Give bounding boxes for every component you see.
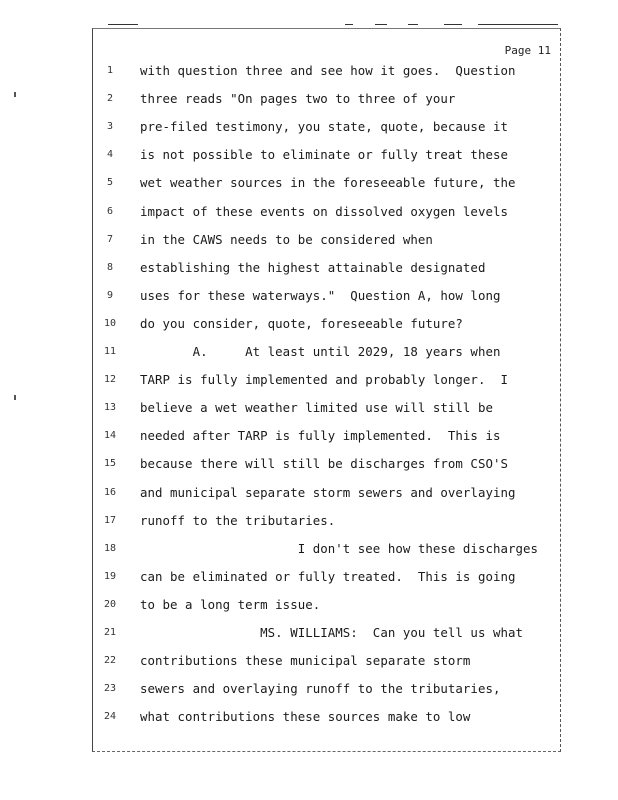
line-text: I don't see how these discharges xyxy=(140,540,539,556)
line-text: uses for these waterways." Question A, how long xyxy=(140,287,501,303)
transcript-line xyxy=(92,259,559,279)
line-text: A. At least until 2029, 18 years when xyxy=(140,344,501,359)
transcript-line xyxy=(92,287,559,307)
transcript-line xyxy=(92,484,559,504)
line-number: 2 xyxy=(106,93,114,105)
transcript-line xyxy=(92,62,559,82)
transcript-line xyxy=(92,596,559,616)
line-number: 5 xyxy=(106,177,114,189)
transcript-line xyxy=(92,708,559,728)
line-number: 21 xyxy=(103,627,117,638)
line-text: needed after TARP is fully implemented. This is xyxy=(140,428,501,444)
transcript-line xyxy=(92,90,559,110)
line-text: can be eliminated or fully treated. This is going xyxy=(140,568,516,584)
line-number: 4 xyxy=(106,149,114,161)
transcript-line xyxy=(92,427,559,447)
transcript-line xyxy=(92,343,559,363)
line-number: 16 xyxy=(103,486,117,498)
line-number: 11 xyxy=(103,346,117,357)
line-text: wet weather sources in the foreseeable future, the xyxy=(140,175,516,191)
line-text: because there will still be discharges from CSO'S xyxy=(140,456,508,472)
line-number: 24 xyxy=(103,711,117,723)
line-text: do you consider, quote, foreseeable future? xyxy=(140,315,463,331)
top-edge-mark xyxy=(108,24,138,25)
line-text: runoff to the tributaries. xyxy=(140,512,336,528)
line-number: 15 xyxy=(103,458,117,470)
line-text: impact of these events on dissolved oxygen levels xyxy=(140,203,508,219)
line-text: pre-filed testimony, you state, quote, because it xyxy=(140,119,508,135)
line-text: believe a wet weather limited use will still be xyxy=(140,400,493,416)
line-number: 3 xyxy=(106,121,114,133)
top-edge-mark xyxy=(408,24,418,25)
line-number: 22 xyxy=(103,655,117,667)
line-text: and municipal separate storm sewers and overlaying xyxy=(140,484,516,500)
transcript-line xyxy=(92,512,559,532)
top-edge-mark xyxy=(375,24,387,25)
top-edge-mark xyxy=(478,24,558,25)
transcript-line xyxy=(92,371,559,391)
transcript-line xyxy=(92,624,559,644)
line-number: 14 xyxy=(103,430,117,442)
line-number: 12 xyxy=(103,374,117,386)
line-text: sewers and overlaying runoff to the tributaries, xyxy=(140,681,501,697)
transcript-line xyxy=(92,540,559,560)
line-number: 6 xyxy=(106,205,114,217)
top-edge-mark xyxy=(345,24,353,25)
line-text: in the CAWS needs to be considered when xyxy=(140,231,433,247)
line-number: 7 xyxy=(106,233,114,245)
line-text: what contributions these sources make to low xyxy=(140,709,471,725)
transcript-line xyxy=(92,315,559,335)
line-number: 23 xyxy=(103,683,117,695)
transcript-line xyxy=(92,118,559,138)
page-number: Page 11 xyxy=(504,44,551,57)
transcript-line xyxy=(92,174,559,194)
line-number: 19 xyxy=(103,570,117,582)
line-text: contributions these municipal separate storm xyxy=(140,653,471,669)
transcript-line xyxy=(92,399,559,419)
transcript-line xyxy=(92,231,559,251)
line-text: three reads "On pages two to three of your xyxy=(140,91,456,107)
line-text: MS. WILLIAMS: Can you tell us what xyxy=(140,625,523,640)
transcript-line xyxy=(92,568,559,588)
line-text: with question three and see how it goes. Question xyxy=(140,63,516,78)
line-number: 18 xyxy=(103,542,117,554)
line-number: 13 xyxy=(103,402,117,414)
transcript-line xyxy=(92,203,559,223)
line-number: 20 xyxy=(103,598,117,610)
transcript-line xyxy=(92,680,559,700)
top-edge-mark xyxy=(444,24,462,25)
punch-hole-mark xyxy=(14,92,16,97)
line-number: 1 xyxy=(106,65,114,76)
line-text: is not possible to eliminate or fully treat these xyxy=(140,147,508,163)
line-number: 9 xyxy=(106,289,114,301)
punch-hole-mark xyxy=(14,395,16,400)
transcript-line xyxy=(92,146,559,166)
line-number: 8 xyxy=(106,261,114,273)
line-text: establishing the highest attainable designated xyxy=(140,259,486,275)
line-text: to be a long term issue. xyxy=(140,596,321,612)
transcript-line xyxy=(92,455,559,475)
line-number: 10 xyxy=(103,317,117,329)
line-number: 17 xyxy=(103,514,117,526)
transcript-line xyxy=(92,652,559,672)
line-text: TARP is fully implemented and probably longer. I xyxy=(140,372,508,388)
